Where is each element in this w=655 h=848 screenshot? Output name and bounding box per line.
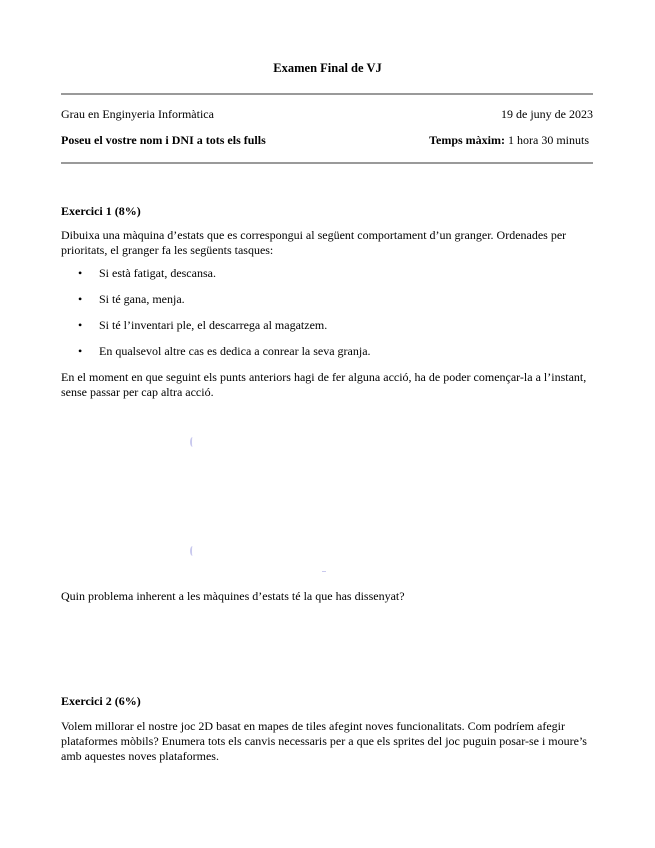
exercise1-question: Quin problema inherent a les màquines d’estats té la que has dissenyat? xyxy=(61,589,405,603)
exam-title: Examen Final de VJ xyxy=(273,61,382,75)
header-row-instructions xyxy=(61,133,593,148)
degree-name: Grau en Enginyeria Informàtica xyxy=(61,107,214,121)
time-limit-value: 1 hora 30 minuts xyxy=(505,133,589,147)
list-item-text: Si està fatigat, descansa. xyxy=(99,266,216,280)
bullet-icon: • xyxy=(78,292,83,306)
name-instruction: Poseu el vostre nom i DNI a tots els fulls xyxy=(61,133,266,147)
bullet-icon: • xyxy=(78,344,83,358)
list-item-text: Si té l’inventari ple, el descarrega al magatzem. xyxy=(99,318,328,332)
faint-mark xyxy=(190,437,195,447)
bullet-icon: • xyxy=(78,266,83,280)
list-item xyxy=(61,318,371,344)
top-rule xyxy=(61,93,593,95)
list-item xyxy=(61,292,371,318)
faint-mark xyxy=(190,546,195,556)
task-list xyxy=(61,266,371,370)
list-item xyxy=(61,344,371,370)
exercise2-title: Exercici 2 (6%) xyxy=(61,694,141,708)
exercise1-title: Exercici 1 (8%) xyxy=(61,204,141,218)
bullet-icon: • xyxy=(78,318,83,332)
time-limit xyxy=(429,133,593,148)
list-item-text: Si té gana, menja. xyxy=(99,292,185,306)
faint-dot xyxy=(322,571,326,572)
list-item xyxy=(61,266,371,292)
list-item-text: En qualsevol altre cas es dedica a conrear la seva granja. xyxy=(99,344,371,358)
exercise1-intro: Dibuixa una màquina d’estats que es correspongui al següent comportament d’un granger. Ordenades per prioritats, el granger fa les següents tasques: xyxy=(61,228,567,257)
exercise2-text: Volem millorar el nostre joc 2D basat en mapes de tiles afegint noves funcionalitats. Com podríem afegir plataformes mòbils? Enumera tots els canvis necessaris per a que els sprites del joc puguin posar-se i moure’s amb aquestes noves plataformes. xyxy=(61,719,587,763)
exam-date: 19 de juny de 2023 xyxy=(501,107,593,121)
exercise1-note: En el moment en que seguint els punts anteriors hagi de fer alguna acció, ha de poder començar-la a l’instant, sense passar per cap altra acció. xyxy=(61,370,587,399)
header-row-degree xyxy=(61,107,593,122)
time-limit-label: Temps màxim: xyxy=(429,133,505,147)
bottom-rule xyxy=(61,162,593,164)
